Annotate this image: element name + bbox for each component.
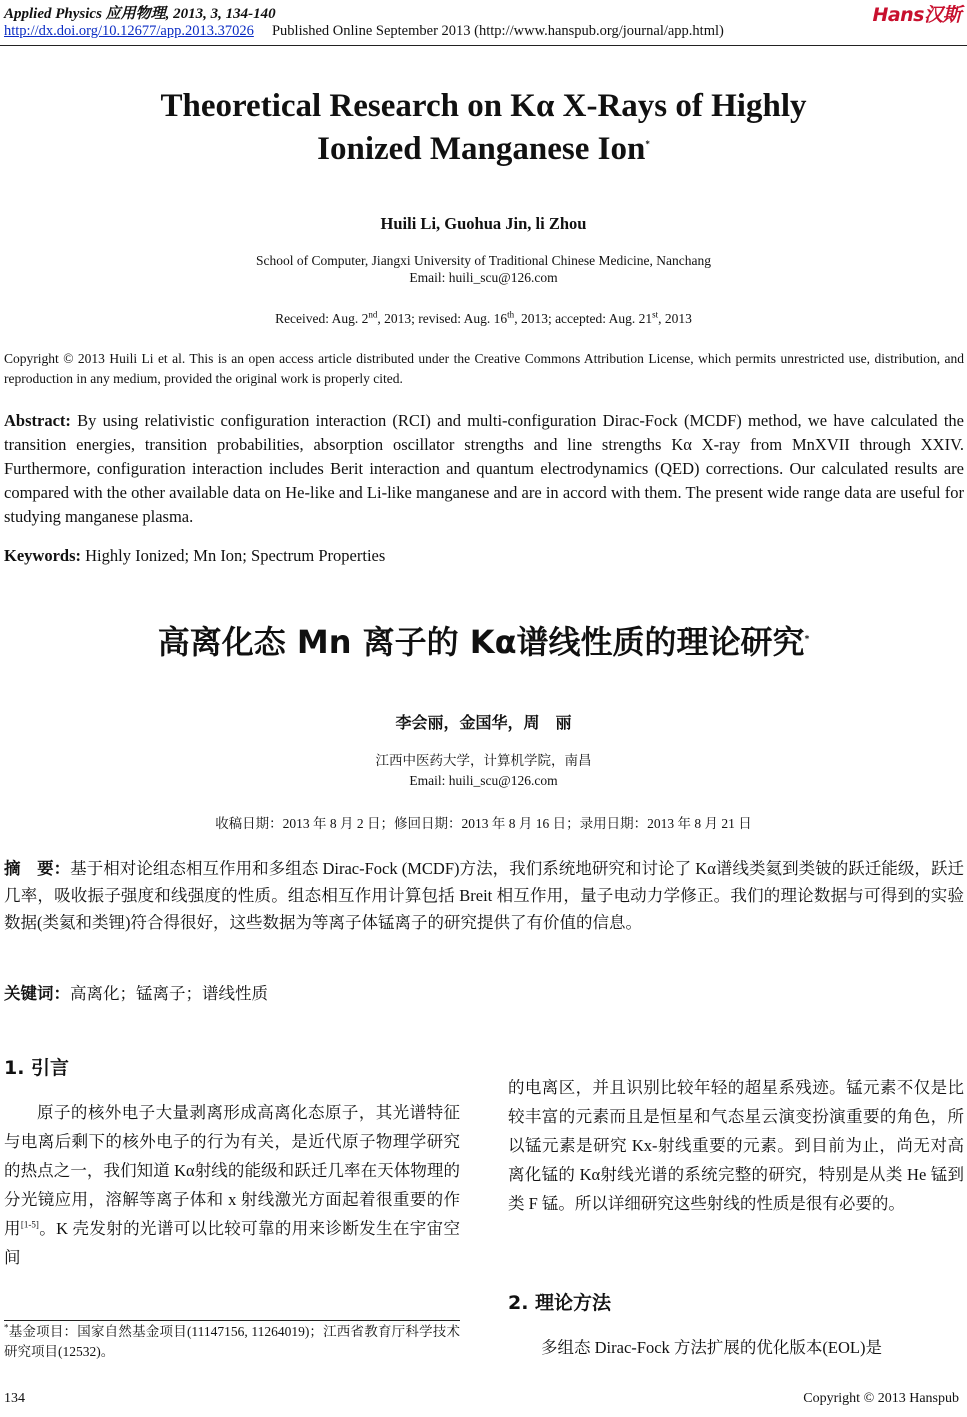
affiliation-text: School of Computer, Jiangxi University of Traditional Chinese Medicine, Nanchang bbox=[255, 253, 712, 268]
section-1-heading: 1. 引言 bbox=[4, 1057, 70, 1079]
chinese-keywords: 关键词：高离化；锰离子；谱线性质 bbox=[4, 984, 268, 1003]
copyright-notice: Copyright © 2013 Huili Li et al. This is an open access article distributed under the Creative Commons Attribution License, which permits unrestricted use, distribution, and reproduction in any medium, provided the original work is properly cited. bbox=[4, 351, 964, 386]
footnote: *基金项目：国家自然基金项目(11147156, 11264019)；江西省教育厅科学技术研究项目(12532)。 bbox=[4, 1322, 460, 1359]
chinese-received-dates: 收稿日期：2013 年 8 月 2 日；修回日期：2013 年 8 月 16 日；录用日期：2013 年 8 月 21 日 bbox=[215, 816, 752, 831]
chinese-affiliation-text: 江西中医药大学，计算机学院，南昌 bbox=[375, 753, 592, 768]
email: Email: huili_scu@126.com bbox=[409, 270, 558, 285]
authors: Huili Li, Guohua Jin, li Zhou bbox=[380, 214, 587, 233]
keywords: Keywords: Highly Ionized; Mn Ion; Spectrum Properties bbox=[4, 546, 386, 565]
title-line-1: Theoretical Research on Kα X-Rays of Highly bbox=[160, 88, 807, 124]
page-number: 134 bbox=[4, 1391, 25, 1406]
title-line-2: Ionized Manganese Ion* bbox=[317, 131, 650, 167]
chinese-abstract: 摘 要：基于相对论组态相互作用和多组态 Dirac-Fock (MCDF)方法，我们系统地研究和讨论了 Kα谱线类氦到类铍的跃迁能级，跃迁几率，吸收振子强度和线强度的性质。组态相互作用计算包括 Breit 相互作用，量子电动力学修正。我们的理论数据与可得到的实验数据(类氦和类锂)符合得很好，这些数据为等离子体锰离子的研究提供了有价值的信息。 bbox=[4, 859, 964, 932]
received-dates: Received: Aug. 2nd, 2013; revised: Aug. 16th, 2013; accepted: Aug. 21st, 2013 bbox=[275, 309, 692, 326]
doi-line bbox=[4, 23, 724, 40]
section-2-heading: 2. 理论方法 bbox=[508, 1292, 612, 1314]
chinese-title: 高离化态 Mn 离子的 Kα谱线性质的理论研究* bbox=[157, 623, 810, 661]
chinese-affiliation bbox=[0, 751, 967, 791]
chinese-email: Email: huili_scu@126.com bbox=[409, 773, 558, 788]
abstract: Abstract: By using relativistic configuration interaction (RCI) and multi-configuration Dirac-Fock (MCDF) method, we have calculated the transition energies, transition probabilities, absorption oscillator strengths and line strengths Kα X-ray from MnXVII through XXIV. Furthermore, configuration interaction includes Berit interaction and quantum electrodynamics (QED) corrections. Our calculated results are compared with the other available data on He-like and Li-like manganese and are in accord with them. The present wide range data are useful for studying manganese plasma. bbox=[4, 411, 965, 526]
footnote-rule bbox=[4, 1320, 460, 1321]
right-column-paragraph: 的电离区，并且识别比较年轻的超星系残迹。锰元素不仅是比较丰富的元素而且是恒星和气态星云演变扮演重要的角色，所以锰元素是研究 Kx-射线重要的元素。到目前为止，尚无对高离化锰的 Kα射线光谱的系统完整的研究，特别是从类 He 锰到类 F 锰。所以详细研究这些射线的性质是很有必要的。 bbox=[508, 1078, 964, 1213]
section-1-paragraph: 原子的核外电子大量剥离形成高离化态原子，其光谱特征与电离后剩下的核外电子的行为有关，是近代原子物理学研究的热点之一，我们知道 Kα射线的能级和跃迁几率在天体物理的分光镜应用，溶解等离子体和 x 射线激光方面起着很重要的作用[1-5]。K 壳发射的光谱可以比较可靠的用来诊断发生在宇宙空间 bbox=[4, 1103, 461, 1267]
paper-title bbox=[0, 85, 967, 171]
published-online: Published Online September 2013 (http://www.hanspub.org/journal/app.html) bbox=[271, 23, 724, 39]
doi-link[interactable]: http://dx.doi.org/10.12677/app.2013.37026 bbox=[4, 23, 254, 39]
header-rule bbox=[0, 45, 967, 46]
hans-logo: Hans汉斯 bbox=[872, 4, 961, 26]
journal-name: Applied Physics 应用物理, 2013, 3, 134-140 bbox=[4, 6, 276, 22]
chinese-authors: 李会丽，金国华，周 丽 bbox=[395, 713, 572, 732]
footer-copyright: Copyright © 2013 Hanspub bbox=[803, 1391, 959, 1406]
affiliation bbox=[0, 252, 967, 286]
section-2-paragraph: 多组态 Dirac-Fock 方法扩展的优化版本(EOL)是 bbox=[541, 1338, 882, 1357]
